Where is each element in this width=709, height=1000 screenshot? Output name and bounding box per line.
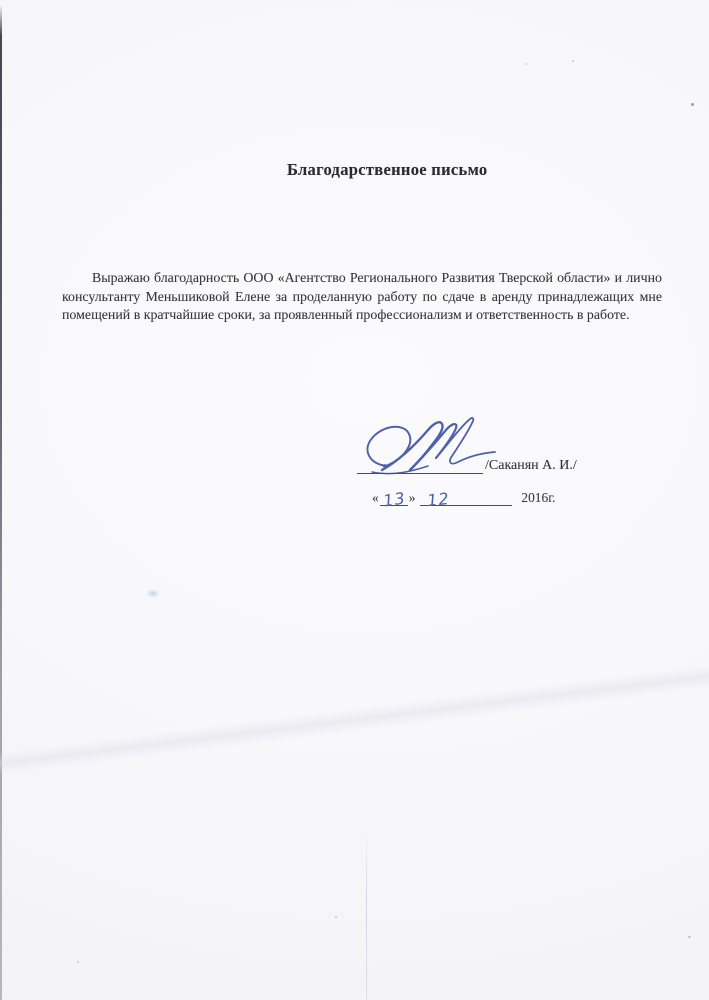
paper-crease [0,620,709,820]
ink-smudge [146,589,160,598]
scan-speck [572,60,574,62]
handwritten-month: 12 [426,488,451,511]
quote-open: « [372,490,379,505]
signature-line [357,459,483,474]
letter-body-paragraph: Выражаю благодарность ООО «Агентство Регионального Развития Тверской области» и лично консультанту Меньшиковой Елене за проделанную работу по сдаче в аренду принадлежащих мне помещений в кратчайшие сроки, за проявленный профессионализм и ответственность в работе. [62,271,662,324]
year-label: 2016г. [521,490,556,505]
letter-title: Благодарственное письмо [287,160,488,179]
scan-speck [688,936,691,938]
scan-speck [691,103,694,106]
signatory-name: /Саканян А. И./ [485,458,577,473]
scan-speck [335,916,337,918]
day-underline [380,488,408,511]
signature-row [357,458,577,474]
handwritten-day: 13 [381,488,407,511]
quote-close: » [408,490,416,505]
scan-speck [77,961,79,963]
paper-crease-vertical [366,830,367,1000]
scan-edge-shadow [0,6,2,1000]
month-underline [420,488,512,511]
date-row [371,488,556,511]
scan-speck [525,63,527,65]
